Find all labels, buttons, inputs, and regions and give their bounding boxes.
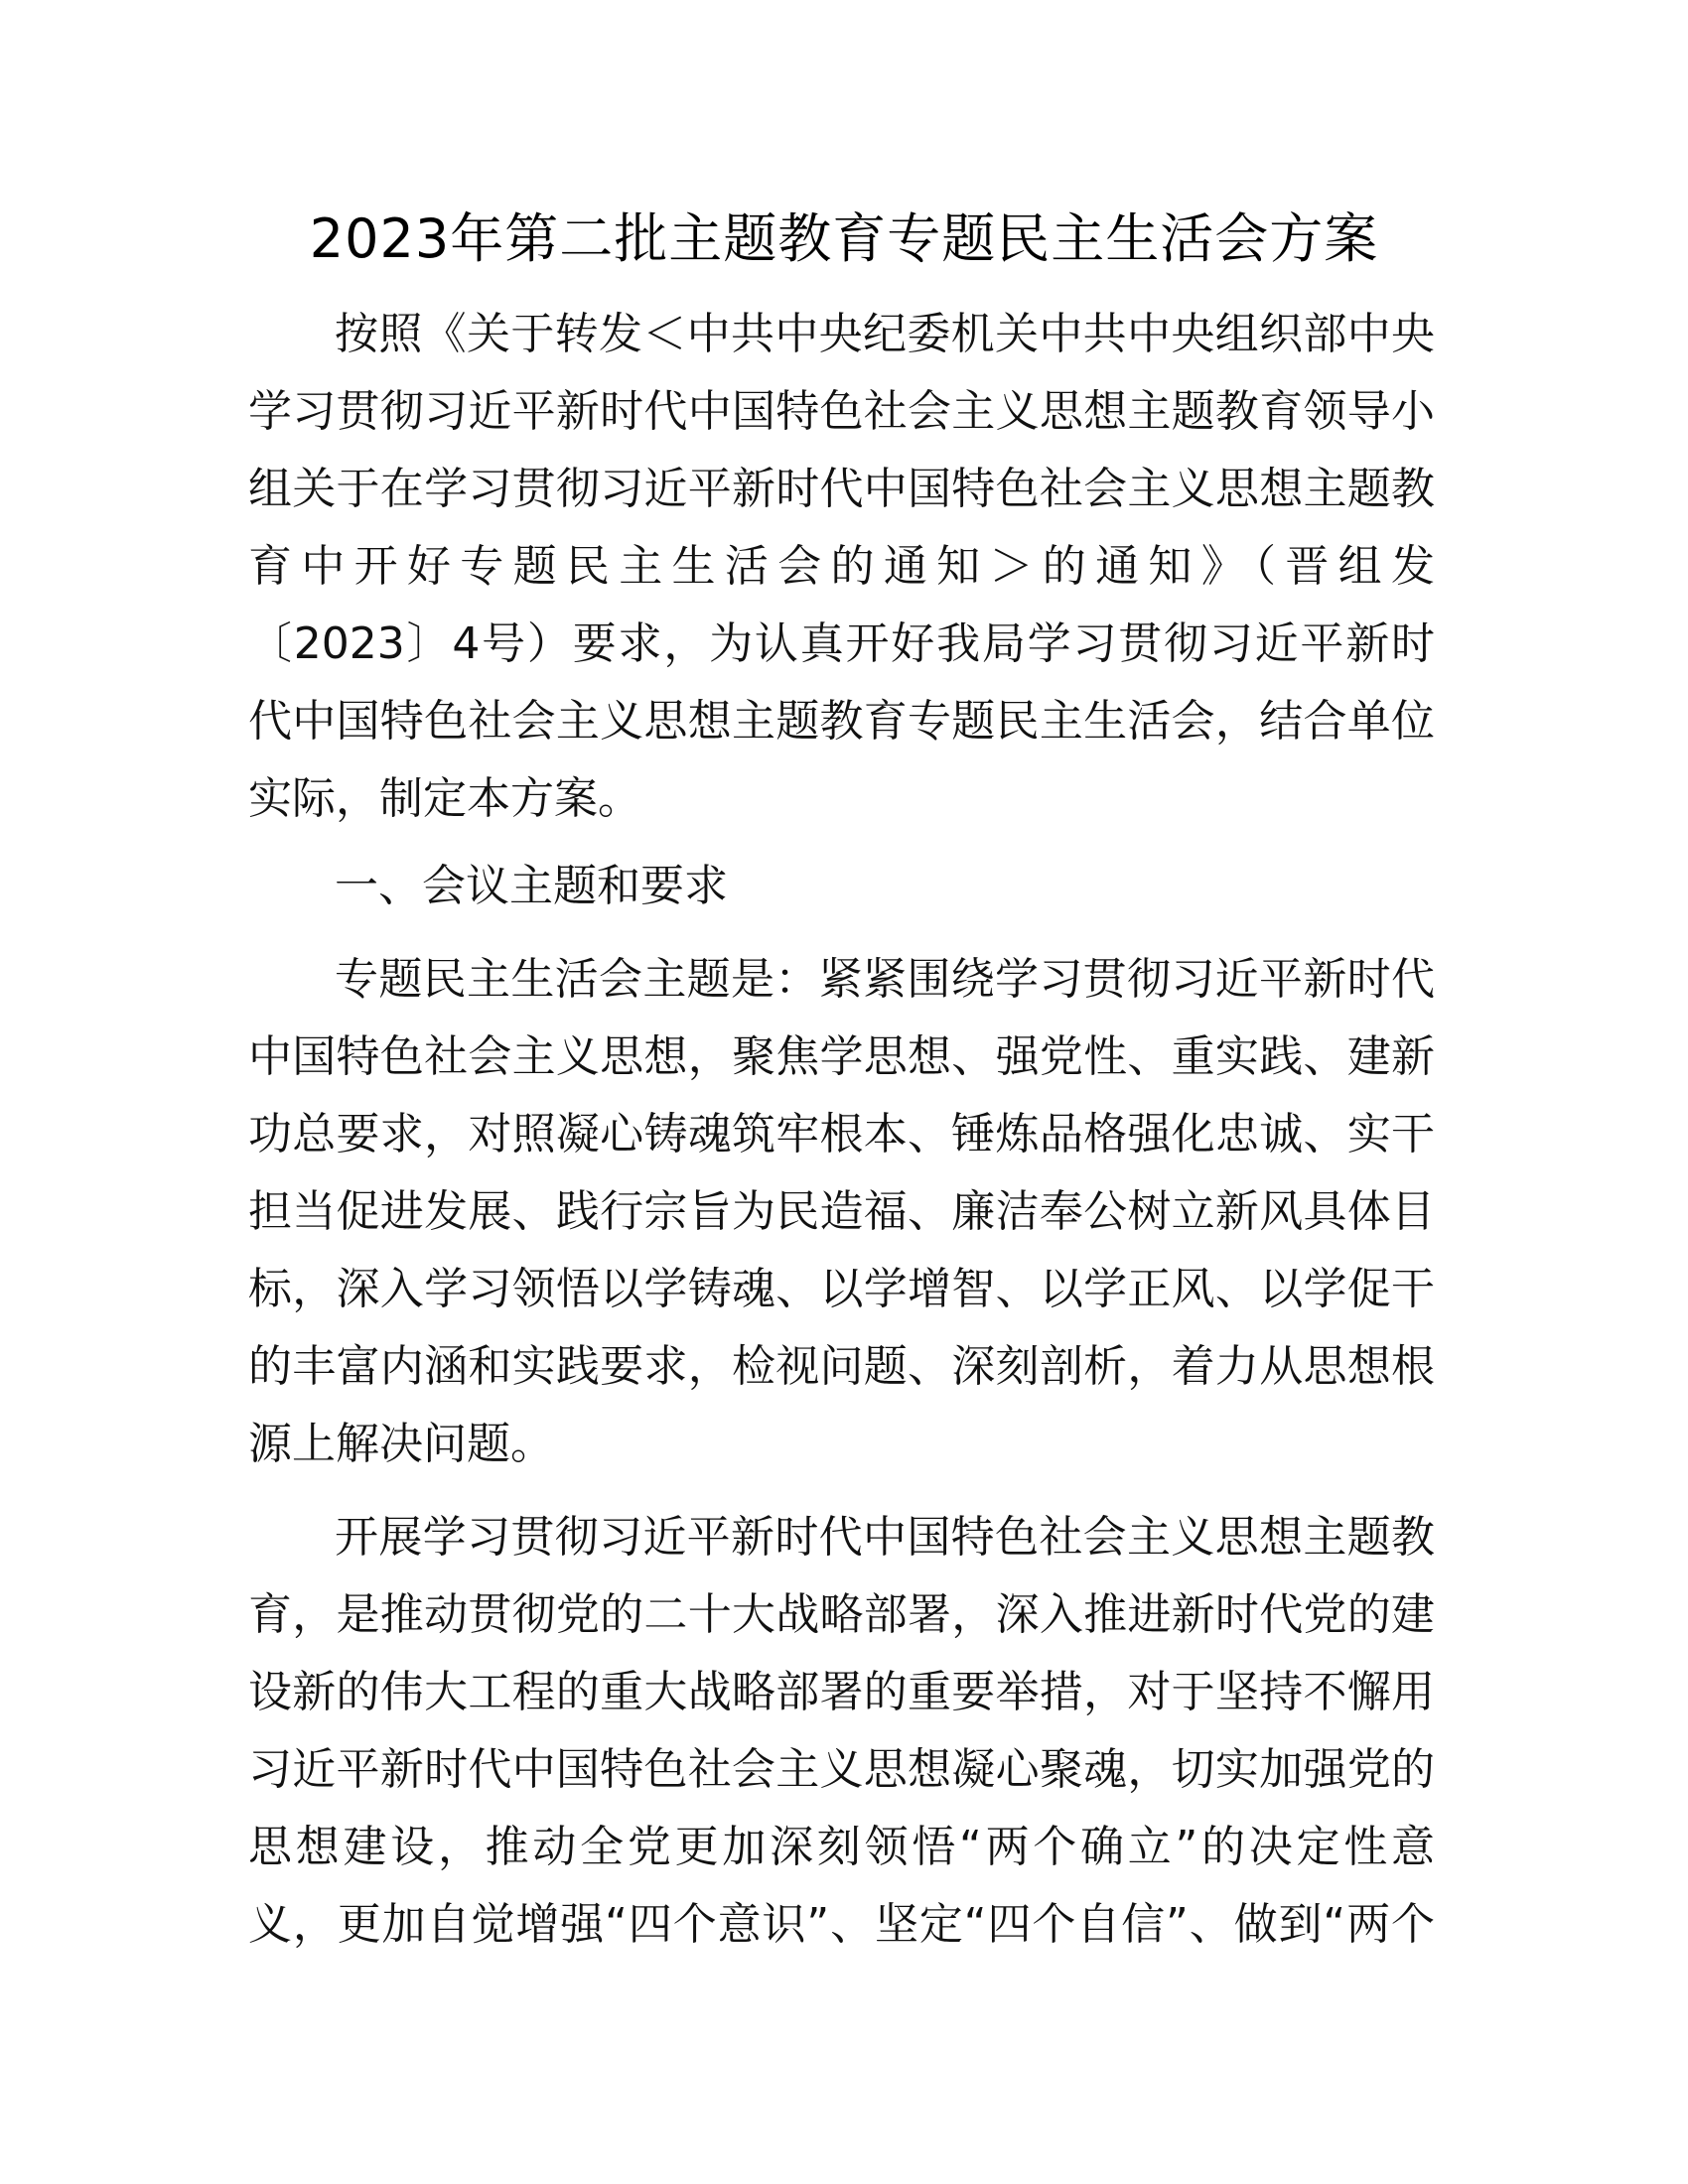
paragraph-line: 育中开好专题民主生活会的通知＞的通知》（晋组发 [248,541,1435,592]
paragraph-line: 义，更加自觉增强“四个意识”、坚定“四个自信”、做到“两个 [248,1899,1435,1950]
paragraph-line: 的丰富内涵和实践要求，检视问题、深刻剖析，着力从思想根 [248,1341,1435,1392]
paragraph-line: 开展学习贯彻习近平新时代中国特色社会主义思想主题教 [335,1512,1435,1563]
paragraph-line: 中国特色社会主义思想，聚焦学思想、强党性、重实践、建新 [248,1031,1435,1082]
paragraph-line: 设新的伟大工程的重大战略部署的重要举措，对于坚持不懈用 [248,1667,1435,1717]
paragraph-line: 组关于在学习贯彻习近平新时代中国特色社会主义思想主题教 [248,464,1435,514]
paragraph-line: 思想建设，推动全党更加深刻领悟“两个确立”的决定性意 [248,1822,1435,1872]
paragraph-line: 学习贯彻习近平新时代中国特色社会主义思想主题教育领导小 [248,386,1435,437]
paragraph-line: 标，深入学习领悟以学铸魂、以学增智、以学正风、以学促干 [248,1264,1435,1314]
paragraph-line: 按照《关于转发＜中共中央纪委机关中共中央组织部中央 [335,309,1435,359]
paragraph-line: 担当促进发展、践行宗旨为民造福、廉洁奉公树立新风具体目 [248,1186,1435,1237]
document-title: 2023年第二批主题教育专题民主生活会方案 [309,207,1379,270]
paragraph-line: 功总要求，对照凝心铸魂筑牢根本、锤炼品格强化忠诚、实干 [248,1109,1435,1160]
paragraph-line: 专题民主生活会主题是：紧紧围绕学习贯彻习近平新时代 [335,954,1435,1005]
paragraph-line: 习近平新时代中国特色社会主义思想凝心聚魂，切实加强党的 [248,1744,1435,1795]
paragraph-line: 育，是推动贯彻党的二十大战略部署，深入推进新时代党的建 [248,1589,1435,1640]
paragraph-line: 〔2023〕4号）要求，为认真开好我局学习贯彻习近平新时 [248,618,1435,669]
paragraph-line: 实际，制定本方案。 [248,773,641,824]
section-heading: 一、会议主题和要求 [335,861,728,911]
paragraph-line: 源上解决问题。 [248,1419,554,1469]
paragraph-line: 代中国特色社会主义思想主题教育专题民主生活会，结合单位 [248,696,1435,747]
